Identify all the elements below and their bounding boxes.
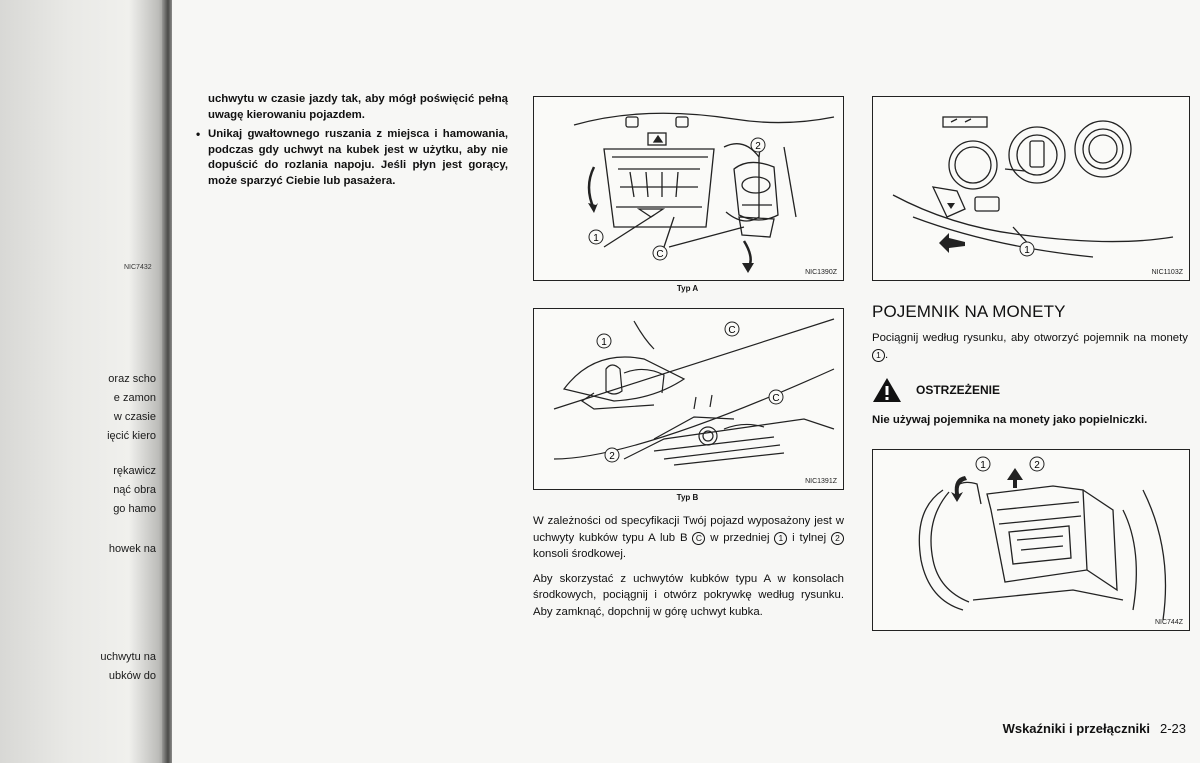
previous-text-fragment: nąć obra [113,484,156,496]
coin-box-location-illustration [873,97,1189,280]
figure-caption: Typ B [676,493,699,502]
callout-2: 2 [609,451,615,462]
callout-c: C [728,325,736,336]
figure-coin-box-open [872,449,1190,631]
previous-text-fragment: go hamo [113,503,156,515]
previous-text-fragment: oraz scho [108,373,156,385]
figure-cup-holder-type-a [533,96,844,281]
figure-coin-box-location [872,96,1190,281]
figure-code: NIC1103Z [1151,269,1183,276]
figure-cup-holder-type-b [533,308,844,490]
section-title: POJEMNIK NA MONETY [872,302,1066,321]
warning-triangle-icon [872,377,902,403]
previous-text-fragment: ięcić kiero [107,430,156,442]
callout-1: 1 [593,233,599,244]
paragraph: Aby skorzystać z uchwytów kubków typu A w konsolach środkowych, pociągnij i otwórz pokrywkę według rysunku. Aby zamknąć, dopchnij w górę uchwyt kubka. [533,572,844,618]
previous-text-fragment: e zamon [113,392,156,404]
bullet-paragraph: • Unikaj gwałtownego ruszania z miejsca i hamowania, podczas gdy uchwyt na kubek jest w użytku, aby nie dopuścić do rozlania napoju. Jeśli płyn jest gorący, może sparzyć Ciebie lub pasażera. [208,127,508,189]
previous-text-fragment: ubków do [108,670,156,682]
previous-figure-code: NIC7432 [124,264,152,271]
previous-text-fragment: howek na [108,543,156,555]
previous-text-fragment: rękawicz [113,465,156,477]
footer-section-name: Wskaźniki i przełączniki [1002,721,1150,736]
figure-code: NIC1390Z [805,269,837,276]
column-1-text [196,92,508,189]
paragraph: Pociągnij według rysunku, aby otworzyć pojemnik na monety 1 . [872,332,1188,361]
callout-c-inline: C [692,532,705,545]
coin-box-open-illustration [873,450,1189,630]
previous-text-fragment: uchwytu na [100,651,156,663]
page-footer [1003,721,1186,736]
paragraph: W zależności od specyfikacji Twój pojazd wyposażony jest w uchwyty kubków typu A lub B C w przedniej 1 i tylnej 2 konsoli środkowej. [533,515,844,560]
callout-c: C [656,249,664,260]
callout-1-inline: 1 [774,532,787,545]
cup-holder-type-a-illustration [534,97,843,280]
callout-c: C [772,393,780,404]
cup-holder-type-b-illustration [534,309,843,489]
warning-text: Nie używaj pojemnika na monety jako popielniczki. [872,414,1148,426]
column-2-text [533,513,844,628]
figure-code: NIC744Z [1154,619,1183,626]
warning-heading [872,376,1000,404]
callout-2: 2 [1034,460,1040,471]
callout-1-inline: 1 [872,349,885,362]
callout-1: 1 [980,460,986,471]
callout-2: 2 [755,141,761,152]
previous-text-fragment: w czasie [113,411,156,423]
previous-page-strip [0,0,172,763]
callout-1: 1 [1024,245,1030,256]
callout-2-inline: 2 [831,532,844,545]
callout-1: 1 [601,337,607,348]
figure-caption: Typ A [676,284,699,293]
section-text [872,330,1188,371]
page-number: 2-23 [1159,721,1186,736]
warning-label: OSTRZEŻENIE [916,383,1001,397]
figure-code: NIC1391Z [805,478,837,485]
book-spine [162,0,172,763]
paragraph: uchwytu w czasie jazdy tak, aby mógł poświęcić pełną uwagę kierowaniu pojazdem. [208,93,508,121]
